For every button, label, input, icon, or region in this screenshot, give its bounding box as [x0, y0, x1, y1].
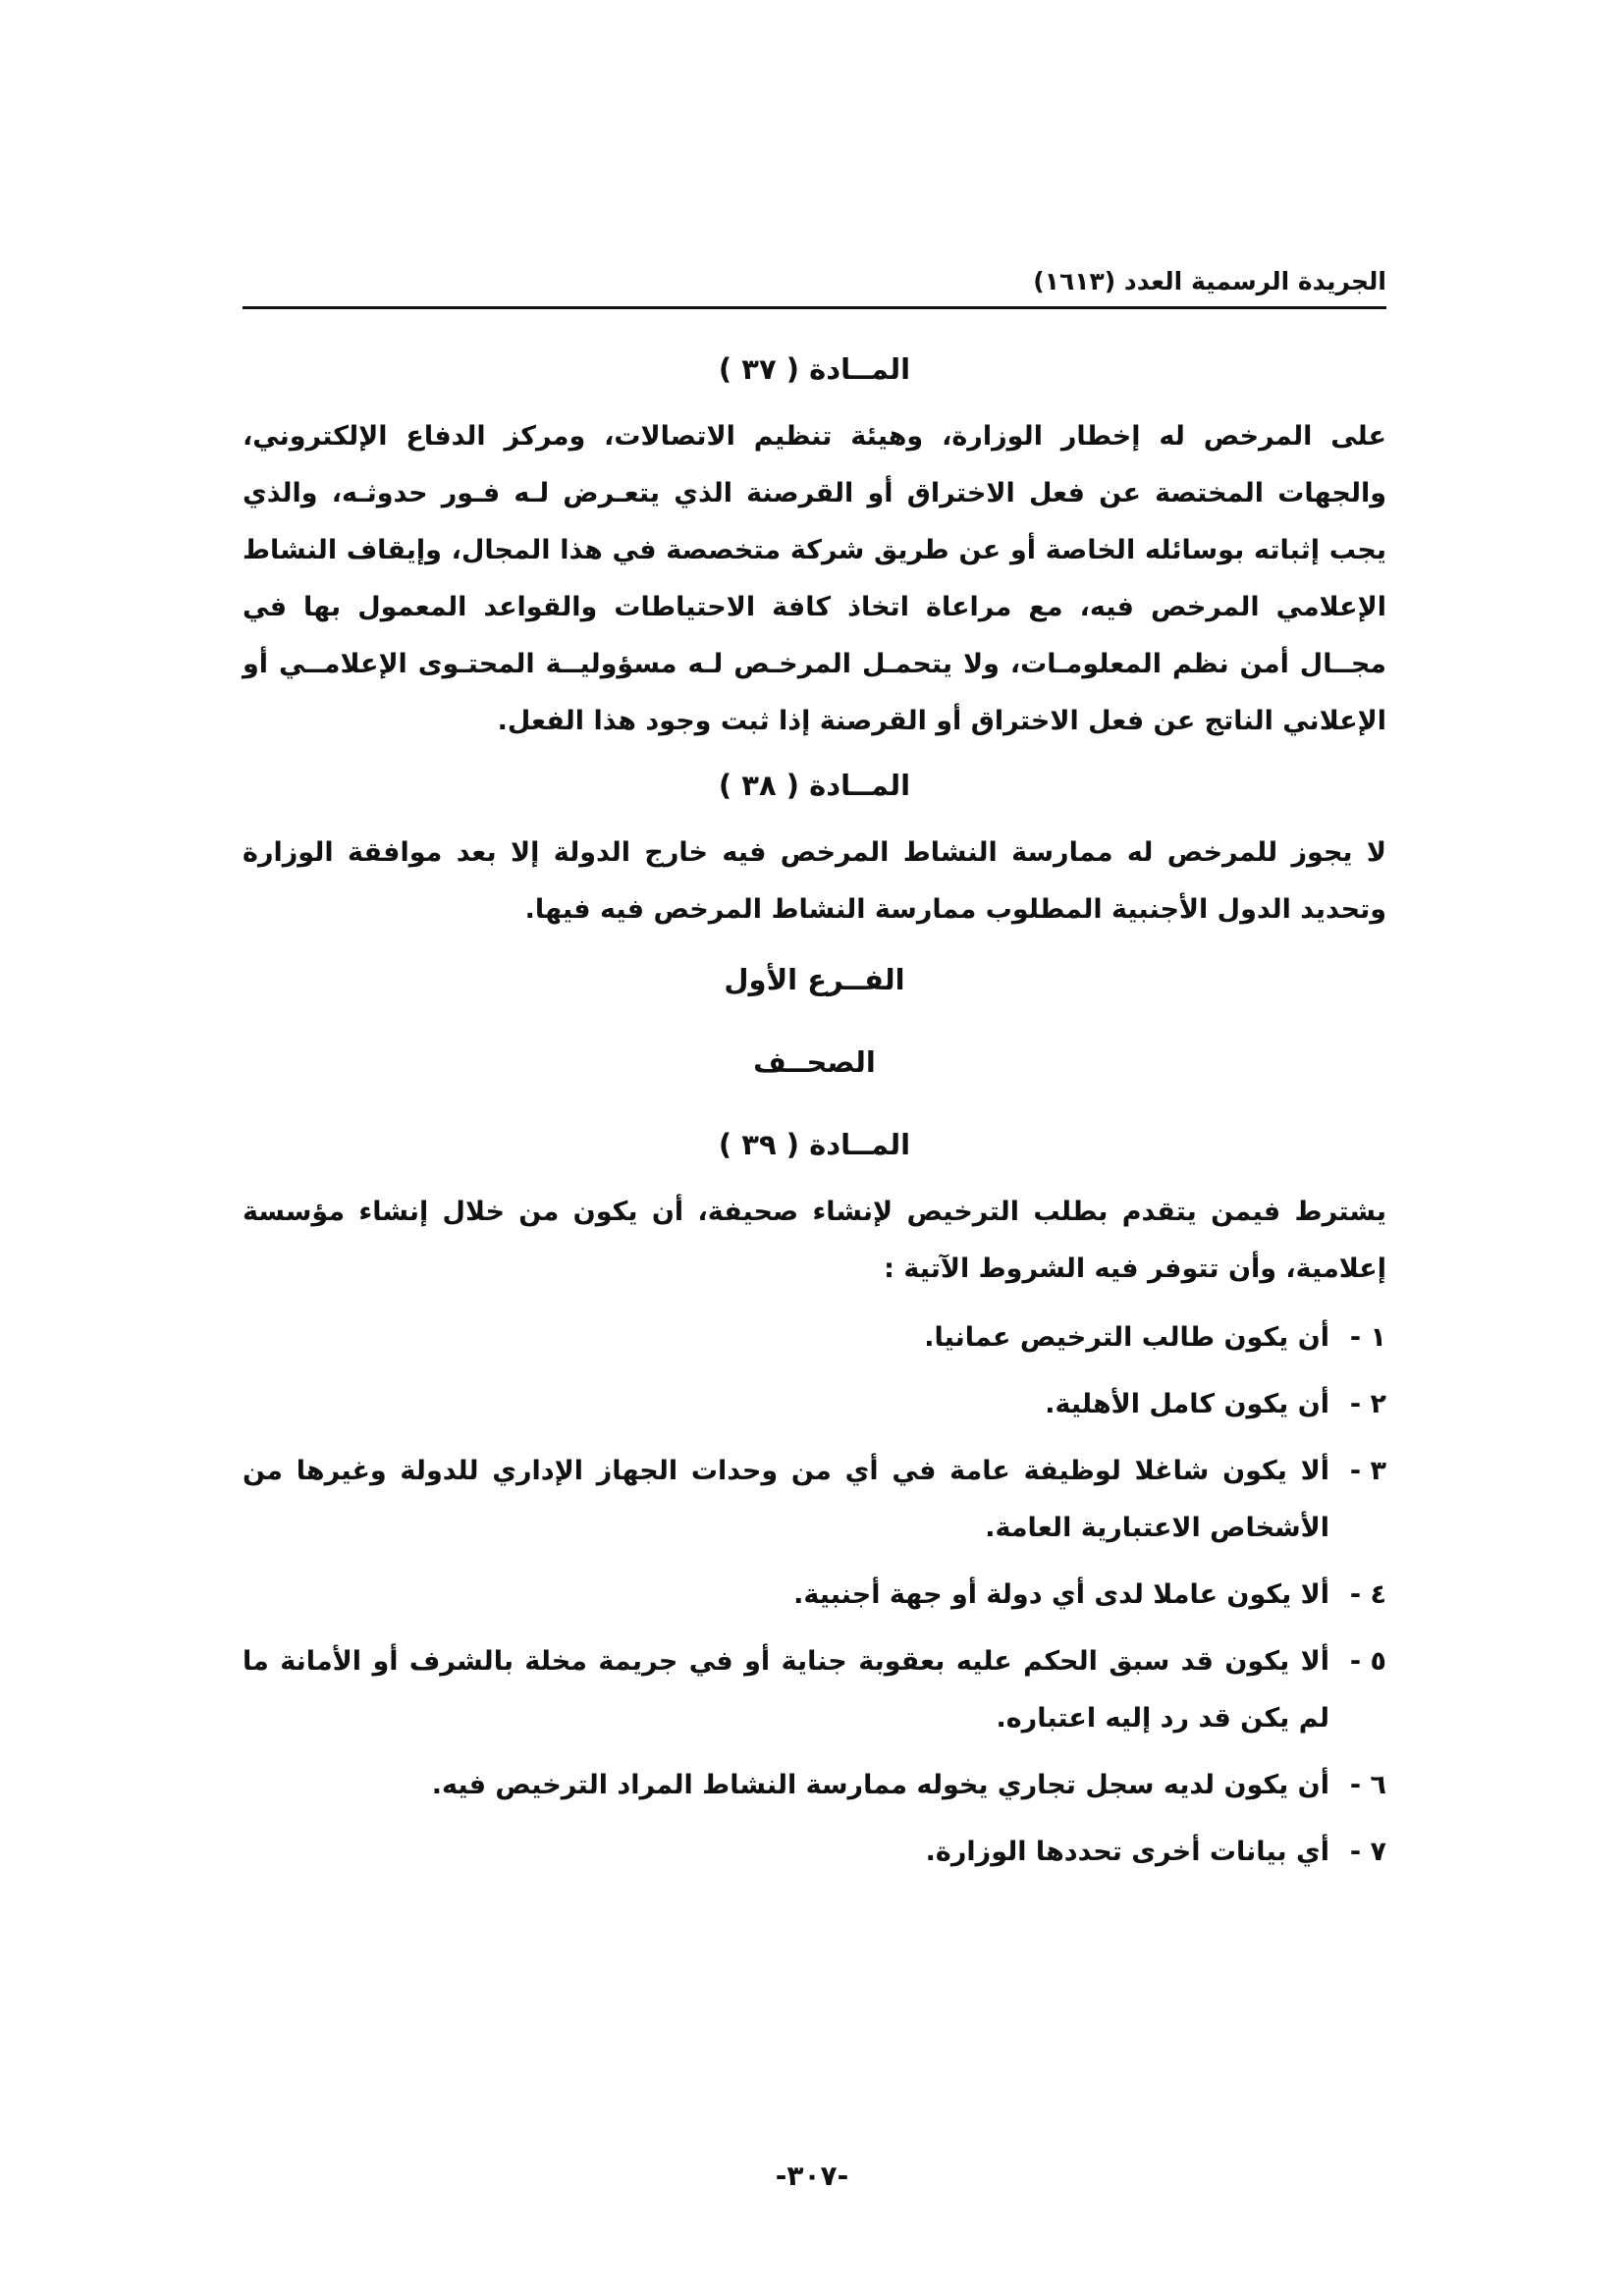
- condition-number: ٤ -: [1349, 1579, 1386, 1610]
- condition-number: ٦ -: [1349, 1770, 1386, 1800]
- list-item: [243, 1824, 1386, 1881]
- condition-text: ألا يكون شاغلا لوظيفة عامة في أي من وحدات الجهاز الإداري للدولة وغيرها من الأشخاص الاعتبارية العامة.: [243, 1456, 1329, 1543]
- list-item: [243, 1567, 1386, 1624]
- condition-text: أن يكون كامل الأهلية.: [1045, 1389, 1329, 1419]
- condition-number: ٢ -: [1349, 1389, 1386, 1419]
- condition-text: أن يكون لديه سجل تجاري يخوله ممارسة النشاط المراد الترخيص فيه.: [431, 1770, 1329, 1800]
- list-item: [243, 1757, 1386, 1814]
- page-content: [243, 334, 1386, 1891]
- article-37-heading: المــادة ( ٣٧ ): [718, 352, 911, 386]
- article-37-text: على المرخص له إخطار الوزارة، وهيئة تنظيم الاتصالات، ومركز الدفاع الإلكتروني، والجهات المختصة عن فعل الاختراق أو القرصنة الذي يتعـرض لـه فـور حدوثـه، والذي يجب إثباته بوسائله الخاصة أو عن طريق شركة متخصصة في هذا المجال، وإيقاف النشاط الإعلامي المرخص فيه، مع مراعاة اتخاذ كافة الاحتياطات والقواعد المعمول بها في مجــال أمن نظم المعلومـات، ولا يتحمـل المرخـص لـه مسؤوليــة المحتـوى الإعلامــي أو الإعلاني الناتج عن فعل الاختراق أو القرصنة إذا ثبت وجود هذا الفعل.: [243, 421, 1386, 736]
- branch-subtitle: الصحــف: [753, 1045, 876, 1079]
- condition-text: أن يكون طالب الترخيص عمانيا.: [924, 1322, 1329, 1353]
- list-item: [243, 1376, 1386, 1433]
- conditions-list: [243, 1309, 1386, 1881]
- article-38-text: لا يجوز للمرخص له ممارسة النشاط المرخص فيه خارج الدولة إلا بعد موافقة الوزارة وتحديد الدول الأجنبية المطلوب ممارسة النشاط المرخص فيه فيها.: [243, 837, 1386, 925]
- condition-number: ٥ -: [1349, 1646, 1386, 1677]
- condition-text: ألا يكون عاملا لدى أي دولة أو جهة أجنبية.: [793, 1579, 1329, 1610]
- condition-number: ١ -: [1349, 1322, 1386, 1353]
- list-item: [243, 1633, 1386, 1747]
- gazette-title: الجريدة الرسمية العدد (١٦١٣): [1033, 267, 1386, 295]
- list-item: [243, 1309, 1386, 1366]
- running-header: [243, 257, 1386, 309]
- page-number: -٣٠٧-: [775, 2160, 849, 2192]
- condition-number: ٣ -: [1349, 1456, 1386, 1486]
- article-38-heading: المــادة ( ٣٨ ): [718, 769, 911, 802]
- condition-text: أي بيانات أخرى تحددها الوزارة.: [925, 1837, 1329, 1867]
- list-item: [243, 1443, 1386, 1557]
- condition-number: ٧ -: [1349, 1837, 1386, 1867]
- article-39-heading: المــادة ( ٣٩ ): [718, 1128, 911, 1161]
- branch-title: الفــرع الأول: [724, 963, 905, 996]
- article-39-intro: يشترط فيمن يتقدم بطلب الترخيص لإنشاء صحيفة، أن يكون من خلال إنشاء مؤسسة إعلامية، وأن تتوفر فيه الشروط الآتية :: [243, 1197, 1386, 1284]
- condition-text: ألا يكون قد سبق الحكم عليه بعقوبة جناية أو في جريمة مخلة بالشرف أو الأمانة ما لم يكن قد رد إليه اعتباره.: [243, 1646, 1329, 1734]
